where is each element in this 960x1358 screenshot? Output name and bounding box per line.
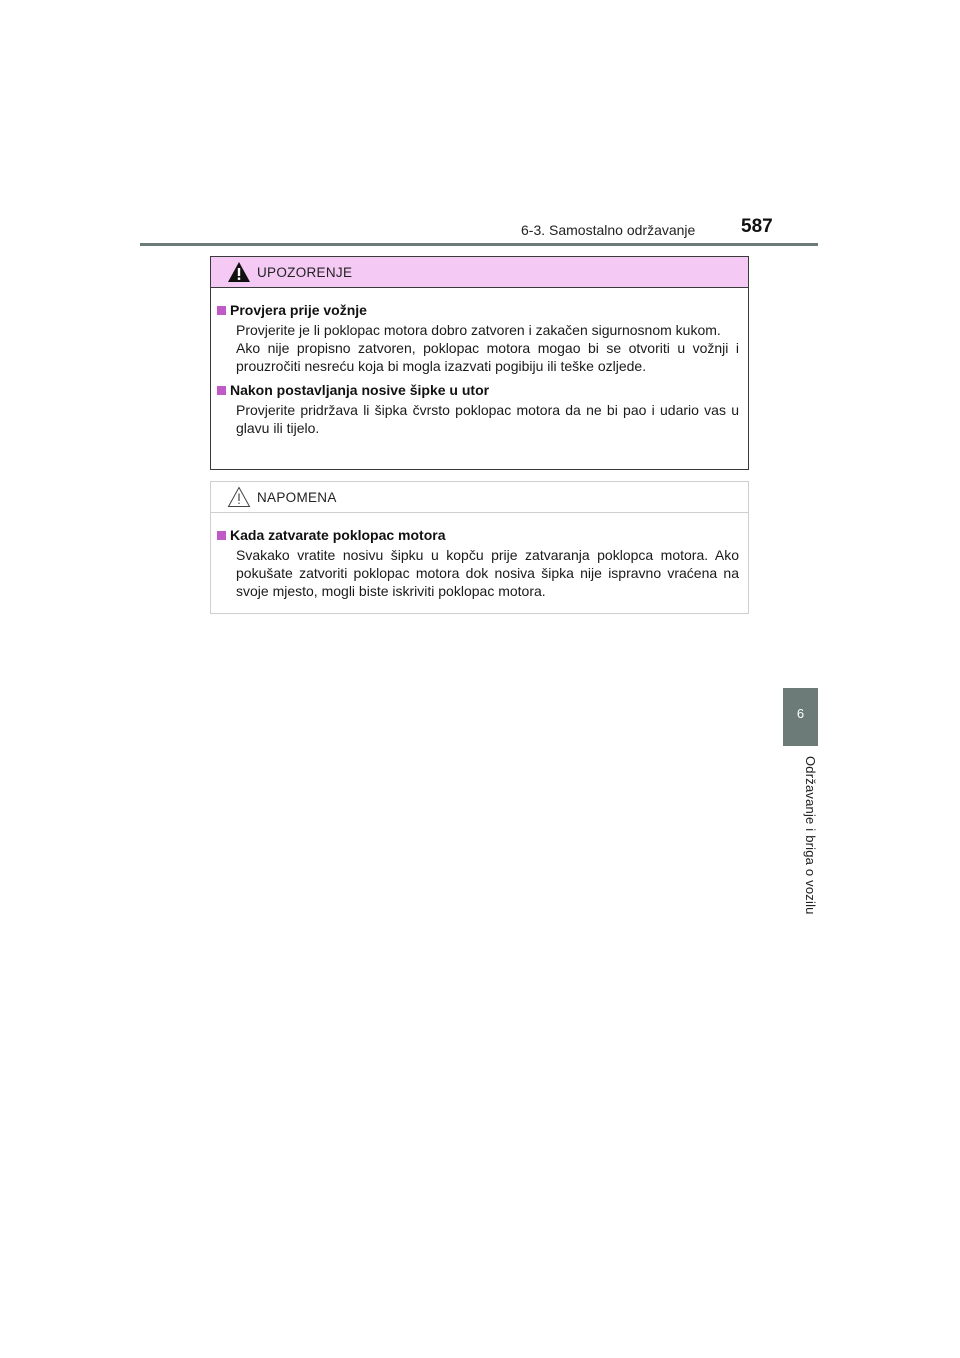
warning-triangle-filled-icon (227, 261, 251, 283)
item-heading: Nakon postavljanja nosive šipke u utor (230, 382, 490, 398)
square-bullet-icon (217, 531, 226, 540)
warning-box (210, 256, 749, 470)
item-paragraph: Svakako vratite nosivu šipku u kopču prije zatvaranja poklopca motora. Ako pokušate zatvoriti poklopac motora dok nosiva šipka nije ispravno vraćena na svoje mjesto, mogli biste iskriviti poklopac motora. (236, 547, 739, 599)
warning-box-header (211, 257, 748, 288)
item-paragraph: Ako nije propisno zatvoren, poklopac motora mogao bi se otvoriti u vožnji i prouzročiti nesreću koja bi mogla izazvati pogibiju ili teške ozljede. (236, 340, 739, 374)
note-box-header (211, 482, 748, 513)
warning-box-body (211, 288, 748, 437)
page-number: 587 (741, 216, 773, 237)
warning-item (217, 301, 739, 375)
square-bullet-icon (217, 386, 226, 395)
header-divider (140, 243, 818, 246)
chapter-number: 6 (796, 706, 805, 721)
item-paragraph: Provjerite pridržava li šipka čvrsto poklopac motora da ne bi pao i udario vas u glavu ili tijelo. (236, 402, 739, 436)
warning-box-title: UPOZORENJE (257, 265, 353, 280)
note-box-title: NAPOMENA (257, 490, 337, 505)
item-paragraph: Provjerite je li poklopac motora dobro zatvoren i zakačen sigurnosnom kukom. (236, 322, 721, 338)
chapter-title: Održavanje i briga o vozilu (803, 756, 818, 915)
section-title: 6-3. Samostalno održavanje (521, 222, 696, 238)
warning-triangle-outline-icon (227, 486, 251, 508)
note-box (210, 481, 749, 614)
square-bullet-icon (217, 306, 226, 315)
item-heading: Kada zatvarate poklopac motora (230, 527, 446, 543)
chapter-tab (783, 688, 818, 746)
note-item (217, 526, 739, 600)
note-box-body (211, 513, 748, 600)
item-heading: Provjera prije vožnje (230, 302, 367, 318)
warning-item (217, 381, 739, 437)
